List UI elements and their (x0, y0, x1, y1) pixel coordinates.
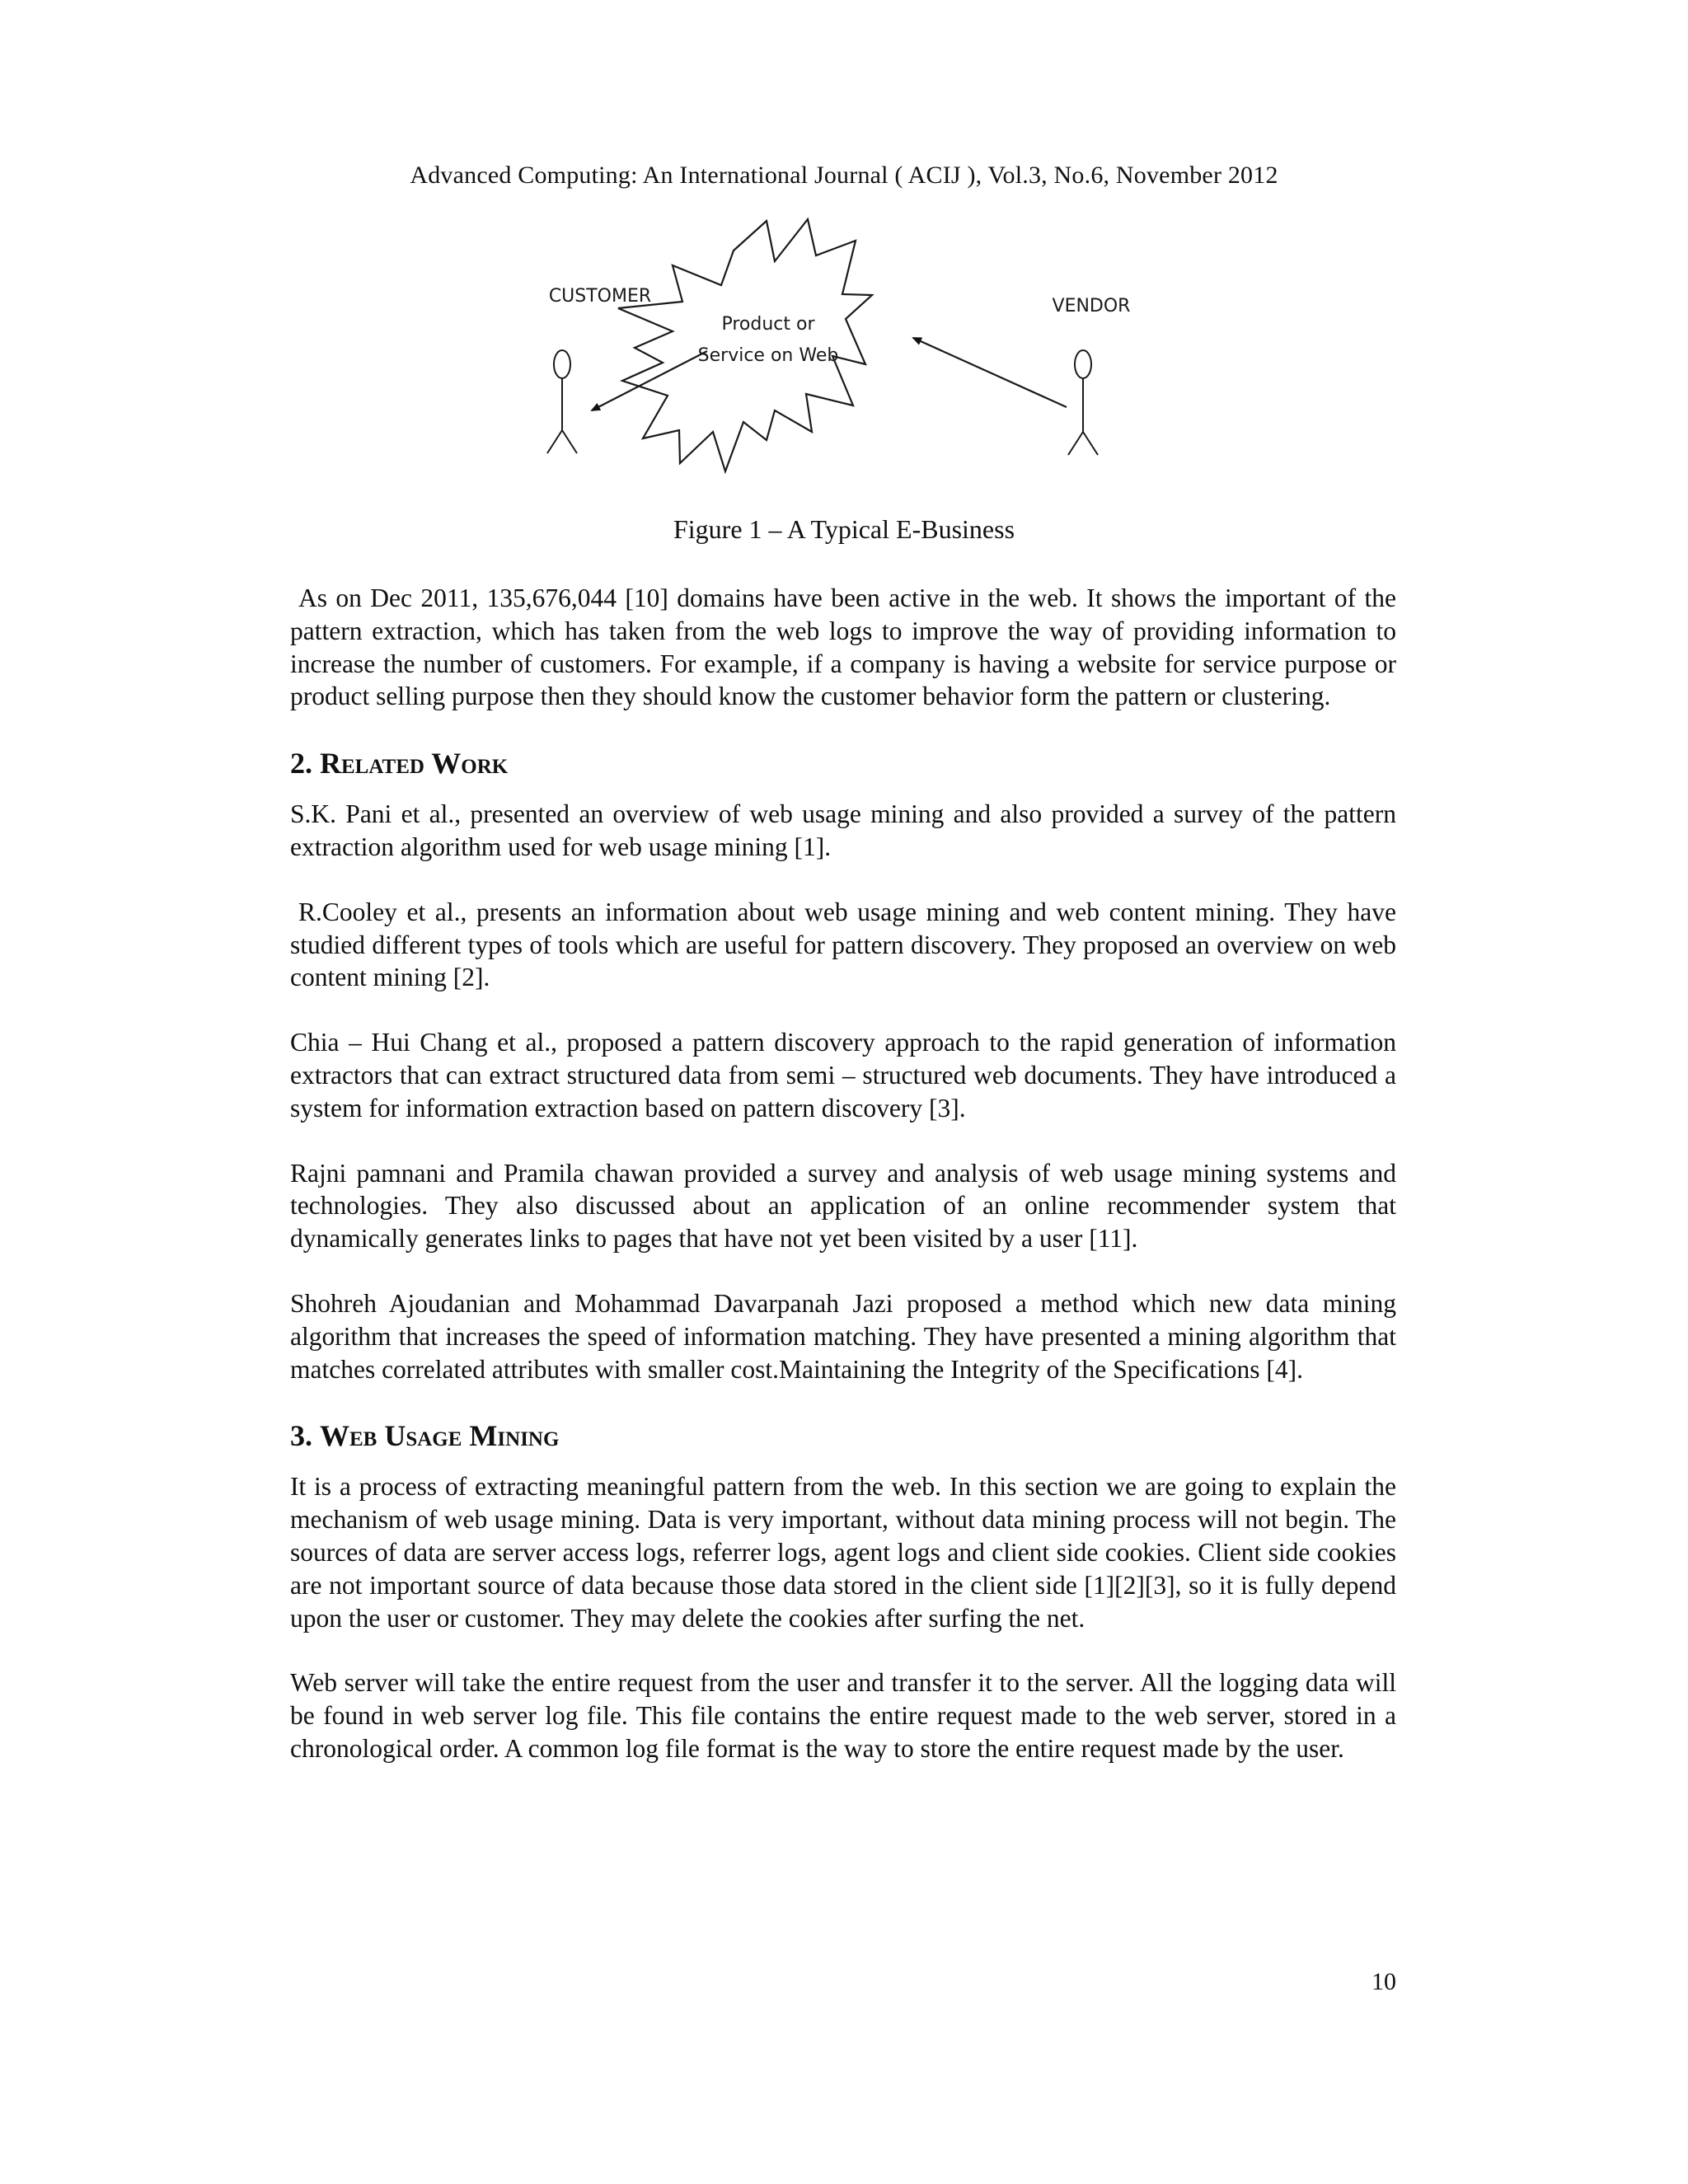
section-3-heading (290, 1418, 1396, 1454)
running-header: Advanced Computing: An International Journal ( ACIJ ), Vol.3, No.6, November 2012 (410, 162, 1278, 189)
customer-left-leg (547, 430, 562, 453)
article-body (290, 582, 1396, 1797)
web-usage-mining-paragraph-1: It is a process of extracting meaningful pattern from the web. In this section we are going to explain the mechanism of web usage mining. Data is very important, without data mining process will not begin. The sources of data are server access logs, referrer logs, agent logs and client side cookies. Client side cookies are not important source of data because those data stored in the client side [1][2][3], so it is fully depend upon the user or customer. They may delete the cookies after surfing the net. (290, 1472, 1396, 1633)
section-2-title: Related Work (320, 747, 509, 780)
customer-right-leg (562, 430, 577, 453)
related-work-paragraph-pamnani: Rajni pamnani and Pramila chawan provided a survey and analysis of web usage mining systems and technologies. They also discussed about an application of an online recommender system that dynamically generates links to pages that have not yet been visited by a user [11]. (290, 1158, 1396, 1254)
e-business-diagram-svg (528, 216, 1154, 496)
customer-label: CUSTOMER (548, 286, 652, 307)
section-2-heading (290, 745, 1396, 781)
related-work-paragraph-chang: Chia – Hui Chang et al., proposed a pattern discovery approach to the rapid generation of information extractors that can extract structured data from semi – structured web documents. They have introduced a system for information extraction based on pattern discovery [3]. (290, 1028, 1396, 1122)
related-work-paragraph-ajoudanian: Shohreh Ajoudanian and Mohammad Davarpanah Jazi proposed a method which new data mining algorithm that increases the speed of information matching. They have presented a mining algorithm that matches correlated attributes with smaller cost.Maintaining the Integrity of the Specifications [4]. (290, 1288, 1396, 1384)
arrow-from-vendor (913, 338, 1067, 407)
related-work-paragraph-cooley: R.Cooley et al., presents an information about web usage mining and web content mining. They have studied different types of tools which are useful for pattern discovery. They proposed an overview on web content mining [2]. (290, 897, 1396, 992)
section-2-number: 2. (290, 747, 312, 780)
vendor-left-leg (1068, 432, 1083, 455)
vendor-stick-figure (1068, 350, 1098, 455)
vendor-right-leg (1083, 432, 1098, 455)
center-label-line1: Product or (721, 314, 815, 335)
figure-e-business-diagram (528, 216, 1154, 496)
related-work-paragraph-pani: S.K. Pani et al., presented an overview of web usage mining and also provided a survey of the pattern extraction algorithm used for web usage mining [1]. (290, 799, 1396, 861)
figure-caption: Figure 1 – A Typical E-Business (673, 514, 1015, 544)
web-usage-mining-paragraph-2: Web server will take the entire request from the user and transfer it to the server. All the logging data will be found in web server log file. This file contains the entire request made to the web server, stored in a chronological order. A common log file format is the way to store the entire request made by the user. (290, 1668, 1396, 1763)
intro-paragraph: As on Dec 2011, 135,676,044 [10] domains have been active in the web. It shows the important of the pattern extraction, which has taken from the web logs to improve the way of providing information to increase the number of customers. For example, if a company is having a website for service purpose or product selling purpose then they should know the customer behavior form the pattern or clustering. (290, 583, 1396, 711)
customer-stick-figure (547, 350, 577, 453)
vendor-label: VENDOR (1052, 296, 1131, 316)
page-number: 10 (1372, 1968, 1396, 1995)
arrow-to-customer (592, 351, 707, 410)
center-label-line2: Service on Web (697, 345, 839, 366)
vendor-head (1075, 350, 1091, 378)
section-3-title: Web Usage Mining (320, 1419, 560, 1453)
customer-head (554, 350, 570, 378)
section-3-number: 3. (290, 1419, 312, 1453)
